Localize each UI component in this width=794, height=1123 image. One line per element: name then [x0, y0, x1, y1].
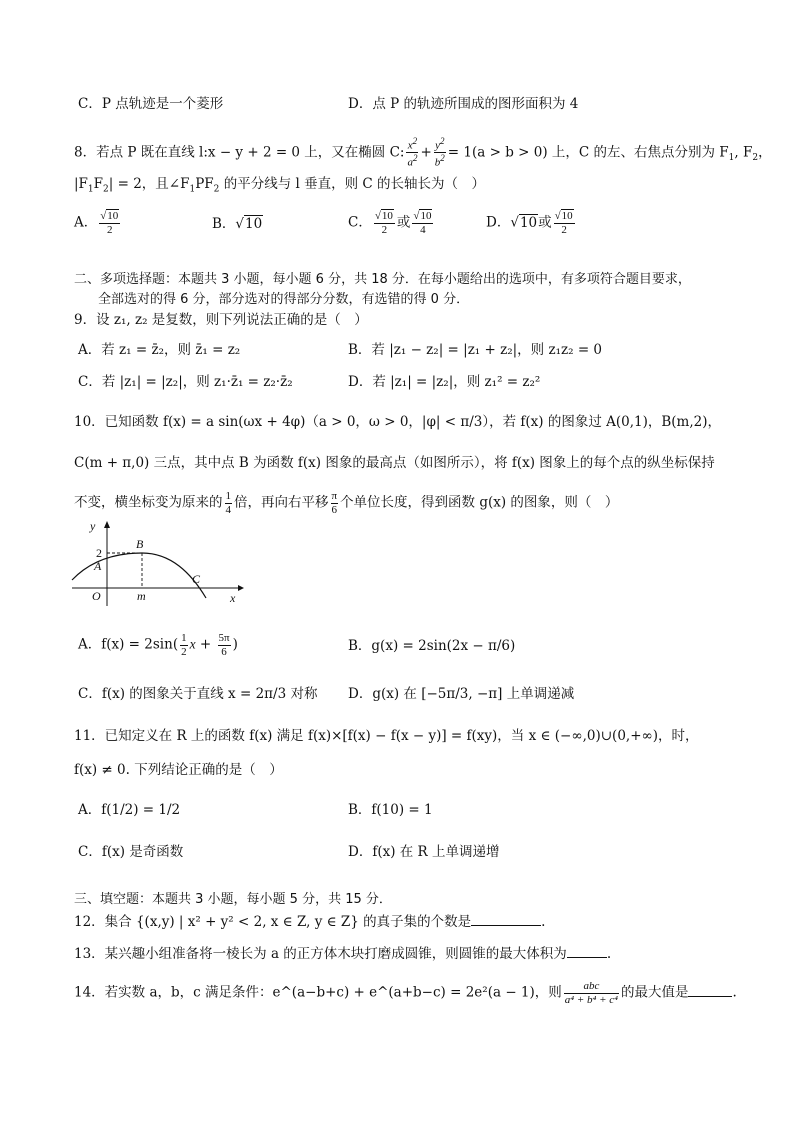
- q8-stem-line2: $|F_1F_2| = 2$，且$\angle F_1PF_2$ 的平分线与 l 垂直，则 C 的长轴长为（ ）: [74, 176, 486, 195]
- ellipse-term-x: $\frac{x^2}{a^2}$: [407, 136, 418, 169]
- q14-stem: [74, 980, 737, 1006]
- q8-option-c-label: C．: [348, 214, 372, 231]
- q14-denominator: a⁴ + b⁴ + c⁴: [564, 993, 618, 1006]
- q8-stem-text-a: 8．若点 P 既在直线 l:x − y + 2 = 0 上，又在椭圆 C:: [74, 144, 405, 161]
- point-a-label: A: [94, 559, 102, 573]
- q10-line3-text-a: 不变，横坐标变为原来的: [74, 494, 223, 511]
- q11-stem-line1: 11．已知定义在 R 上的函数 f(x) 满足 f(x)×[f(x) − f(x − y)] = f(xy)，当 x ∈ (−∞,0)∪(0,+∞)，时，: [74, 728, 699, 744]
- radicand: 10: [107, 210, 119, 222]
- x-axis-arrow: [238, 585, 244, 591]
- origin-label: O: [92, 589, 101, 603]
- ellipse-term-y: $\frac{y^2}{b^2}$: [434, 136, 445, 169]
- q10-option-c: C．f(x) 的图象关于直线 x = 2π/3 对称: [78, 686, 318, 702]
- q13-answer-blank[interactable]: [567, 957, 607, 958]
- q11-stem-line2: f(x) ≠ 0. 下列结论正确的是（ ）: [74, 762, 283, 778]
- x-axis-label: x: [230, 591, 236, 605]
- q14-text-a: 14．若实数 a，b，c 满足条件：e^(a−b+c) + e^(a+b−c) = 2e²(a − 1)，则: [74, 984, 562, 1001]
- section2-heading-cont: 全部选对的得 6 分，部分选对的得部分分数，有选错的得 0 分．: [98, 292, 470, 307]
- q7-option-c: C．P 点轨迹是一个菱形: [78, 96, 224, 112]
- radicand: 10: [245, 216, 263, 232]
- q12-text: 12．集合 {(x,y) | x² + y² < 2, x ∈ Z, y ∈ Z} 的真子集的个数是: [74, 914, 472, 930]
- q9-option-d: D．若 |z₁| = |z₂|，则 z₁² = z₂²: [348, 374, 541, 390]
- pi-over-6-fraction: $\frac{\pi}{6}$: [331, 490, 338, 516]
- q12-stem: [74, 914, 545, 932]
- q10-stem-line1: 10．已知函数 f(x) = a sin(ωx + 4φ)（a > 0，ω > 0，|φ| < π/3），若 f(x) 的图象过 A(0,1)，B(m,2)，: [74, 414, 722, 430]
- section3-heading: 三、填空题：本题共 3 小题，每小题 5 分，共 15 分．: [74, 892, 392, 907]
- q10-option-b: B．g(x) = 2sin(2x − π/6): [348, 638, 516, 654]
- q14-period: .: [732, 984, 737, 1001]
- q10-option-a-text: A．f(x) = 2sin(: [78, 636, 179, 653]
- q8-option-a-value: $\frac{√10}{2}$: [100, 210, 119, 236]
- y-axis-label: y: [90, 519, 96, 533]
- q10-stem-line3: [74, 490, 618, 516]
- q9-option-a: A．若 z₁ = z̄₂，则 z̄₁ = z₂: [78, 342, 241, 358]
- q14-numerator: abc: [564, 980, 619, 994]
- y-axis-arrow: [104, 521, 110, 528]
- q8-option-a-label: A．: [74, 214, 98, 231]
- q14-answer-blank[interactable]: [688, 996, 732, 997]
- q7-option-d: D．点 P 的轨迹所围成的图形面积为 4: [348, 96, 579, 112]
- q10-option-d: D．g(x) 在 [−5π/3, −π] 上单调递减: [348, 686, 575, 702]
- q9-stem: 9．设 z₁, z₂ 是复数，则下列说法正确的是（ ）: [74, 312, 368, 328]
- x-tick-m: m: [137, 589, 146, 603]
- y-tick-2: 2: [96, 546, 102, 560]
- q11-option-b: B．f(10) = 1: [348, 802, 433, 818]
- q9-option-c: C．若 |z₁| = |z₂|，则 z₁·z̄₁ = z₂·z̄₂: [78, 374, 293, 390]
- q14-fraction: [564, 980, 619, 1006]
- q8-option-d-label: D．: [486, 214, 511, 231]
- q10-line3-text-c: 个单位长度，得到函数 g(x) 的图象，则（ ）: [340, 494, 619, 511]
- q13-text: 13．某兴趣小组准备将一棱长为 a 的正方体木块打磨成圆锥，则圆锥的最大体积为: [74, 946, 567, 962]
- q13-stem: [74, 946, 611, 964]
- point-c-label: C: [192, 572, 201, 586]
- or-word: 或: [538, 214, 552, 231]
- q12-answer-blank[interactable]: [471, 925, 541, 926]
- q8-stem-line1: 8．若点 P 既在直线 l:x − y + 2 = 0 上，又在椭圆 C: $\frac{x^2}{a^2}$ + $\frac{y^2}{b^2}$ = 1(a > b > 0) 上，C 的左、右焦点分别为 $F_1$, $F_2$，: [74, 136, 772, 169]
- q10-line3-text-b: 倍，再向右平移: [234, 494, 329, 511]
- q8-stem-text-c: = 2，且∠F: [117, 176, 190, 192]
- q11-option-c: C．f(x) 是奇函数: [78, 844, 184, 860]
- q10-stem-line2: C(m + π,0) 三点，其中点 B 为函数 f(x) 图象的最高点（如图所示），将 f(x) 图象上的每个点的纵坐标保持: [74, 455, 715, 471]
- q14-text-b: 的最大值是: [620, 984, 689, 1001]
- sine-graph-figure: [66, 518, 256, 608]
- q8-option-b-label: B．: [212, 216, 236, 232]
- q12-period: .: [541, 914, 546, 930]
- q13-period: .: [606, 946, 612, 962]
- q9-option-b: B．若 |z₁ − z₂| = |z₁ + z₂|，则 z₁z₂ = 0: [348, 342, 603, 358]
- q8-stem-text-d: 的平分线与 l 垂直，则 C 的长轴长为（ ）: [219, 176, 486, 192]
- section2-heading: 二、多项选择题：本题共 3 小题，每小题 6 分，共 18 分．在每小题给出的选项中，有多项符合题目要求，: [74, 272, 691, 287]
- or-word: 或: [396, 214, 411, 231]
- q8-stem-text-b: = 1(a > b > 0) 上，C 的左、右焦点分别为 F: [447, 144, 729, 161]
- q8-option-a: [74, 210, 122, 236]
- q8-option-b: B．√10: [212, 216, 263, 232]
- quarter-fraction: $\frac{1}{4}$: [225, 490, 231, 516]
- q11-option-a: A．f(1/2) = 1/2: [78, 802, 181, 818]
- q8-option-d: D．√10或 $\frac{√10}{2}$: [486, 210, 573, 236]
- q8-option-c: C． $\frac{√10}{2}$ 或 $\frac{√10}{4}$: [348, 210, 432, 236]
- point-b-label: B: [136, 537, 144, 551]
- q11-option-d: D．f(x) 在 R 上单调递增: [348, 844, 500, 860]
- q10-option-a: A．f(x) = 2sin( $\frac{1}{2}$ x + $\frac{5\pi}{6}$ ): [78, 632, 238, 658]
